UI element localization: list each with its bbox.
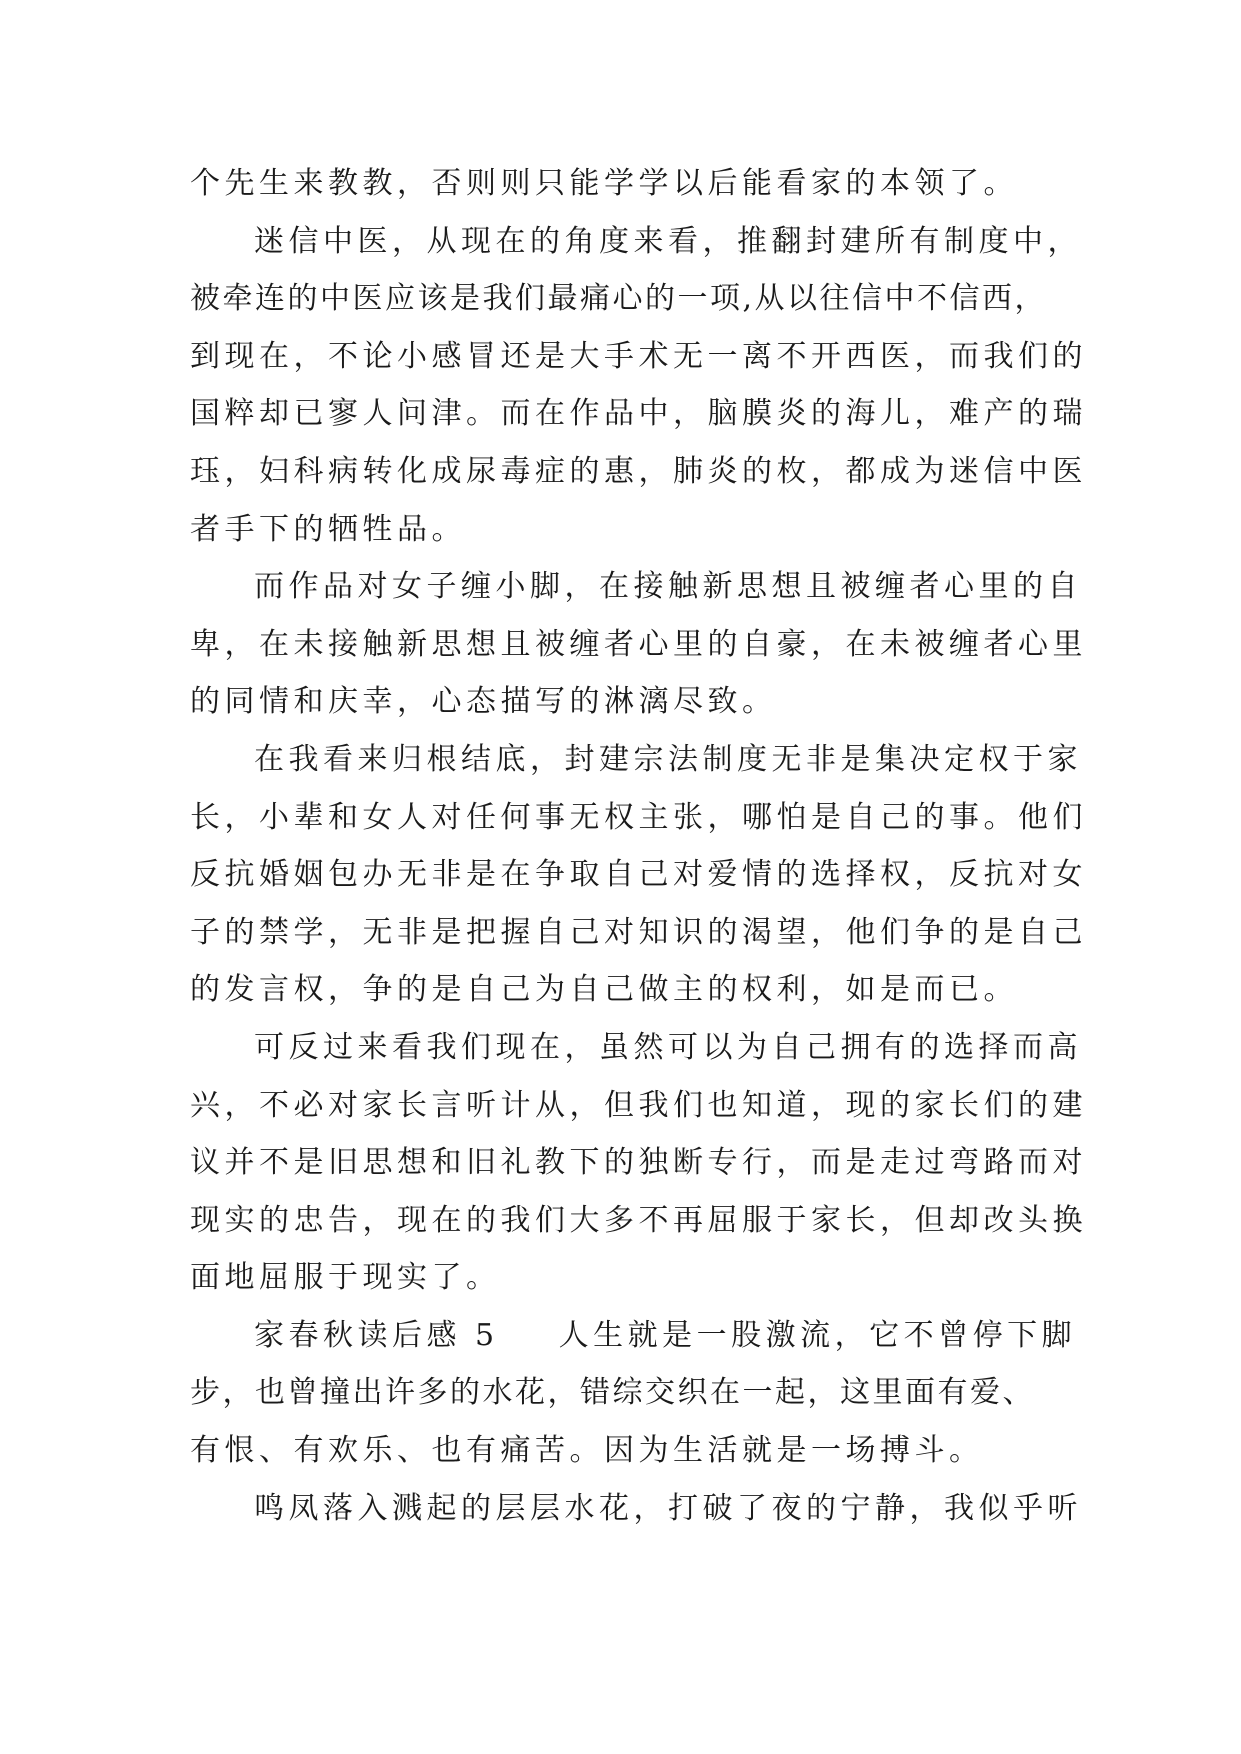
document-body	[190, 155, 1090, 1537]
paragraph	[190, 155, 1090, 213]
text-line: 议并不是旧思想和旧礼教下的独断专行，而是走过弯路而对	[190, 1145, 1087, 1181]
text-line: 的同情和庆幸，心态描写的淋漓尽致。	[190, 684, 777, 720]
text-line-continuation: 人生就是一股激流，它不曾停下脚	[558, 1317, 1077, 1353]
text-line: 可反过来看我们现在，虽然可以为自己拥有的选择而高	[254, 1029, 1082, 1065]
paragraph	[190, 558, 1090, 731]
text-line: 有恨、有欢乐、也有痛苦。因为生活就是一场搏斗。	[190, 1433, 984, 1469]
text-line: 步，也曾撞出许多的水花，错综交织在一起，这里面有爱、	[190, 1375, 1035, 1411]
text-line: 鸣凤落入溅起的层层水花，打破了夜的宁静，我似乎听	[254, 1490, 1082, 1526]
paragraph	[190, 213, 1090, 559]
text-line: 在我看来归根结底，封建宗法制度无非是集决定权于家	[254, 741, 1082, 777]
text-line	[190, 1307, 1090, 1365]
text-line: 迷信中医，从现在的角度来看，推翻封建所有制度中，	[254, 223, 1082, 259]
text-line: 卑，在未接触新思想且被缠者心里的自豪，在未被缠者心里	[190, 626, 1087, 662]
paragraph	[190, 1307, 1090, 1480]
text-line: 的发言权，争的是自己为自己做主的权利，如是而已。	[190, 972, 1018, 1008]
text-line: 现实的忠告，现在的我们大多不再屈服于家长，但却改头换	[190, 1202, 1087, 1238]
text-line: 子的禁学，无非是把握自己对知识的渴望，他们争的是自己	[190, 914, 1087, 950]
text-line: 国粹却已寥人问津。而在作品中，脑膜炎的海儿，难产的瑞	[190, 396, 1087, 432]
text-line: 反抗婚姻包办无非是在争取自己对爱情的选择权，反抗对女	[190, 857, 1087, 893]
text-line: 珏，妇科病转化成尿毒症的惠，肺炎的枚，都成为迷信中医	[190, 453, 1087, 489]
text-line: 而作品对女子缠小脚，在接触新思想且被缠者心里的自	[254, 569, 1082, 605]
text-line: 长，小辈和女人对任何事无权主张，哪怕是自己的事。他们	[190, 799, 1087, 835]
text-line: 到现在，不论小感冒还是大手术无一离不开西医，而我们的	[190, 338, 1087, 374]
text-line: 兴，不必对家长言听计从，但我们也知道，现的家长们的建	[190, 1087, 1087, 1123]
paragraph	[190, 1480, 1090, 1538]
section-heading: 家春秋读后感 5	[254, 1317, 499, 1353]
text-line: 个先生来教教，否则则只能学学以后能看家的本领了。	[190, 166, 1018, 201]
paragraph	[190, 731, 1090, 1019]
paragraph	[190, 1019, 1090, 1307]
text-line: 被牵连的中医应该是我们最痛心的一项,从以往信中不信西，	[190, 281, 1048, 317]
text-line: 面地屈服于现实了。	[190, 1260, 501, 1296]
text-line: 者手下的牺牲品。	[190, 511, 466, 547]
